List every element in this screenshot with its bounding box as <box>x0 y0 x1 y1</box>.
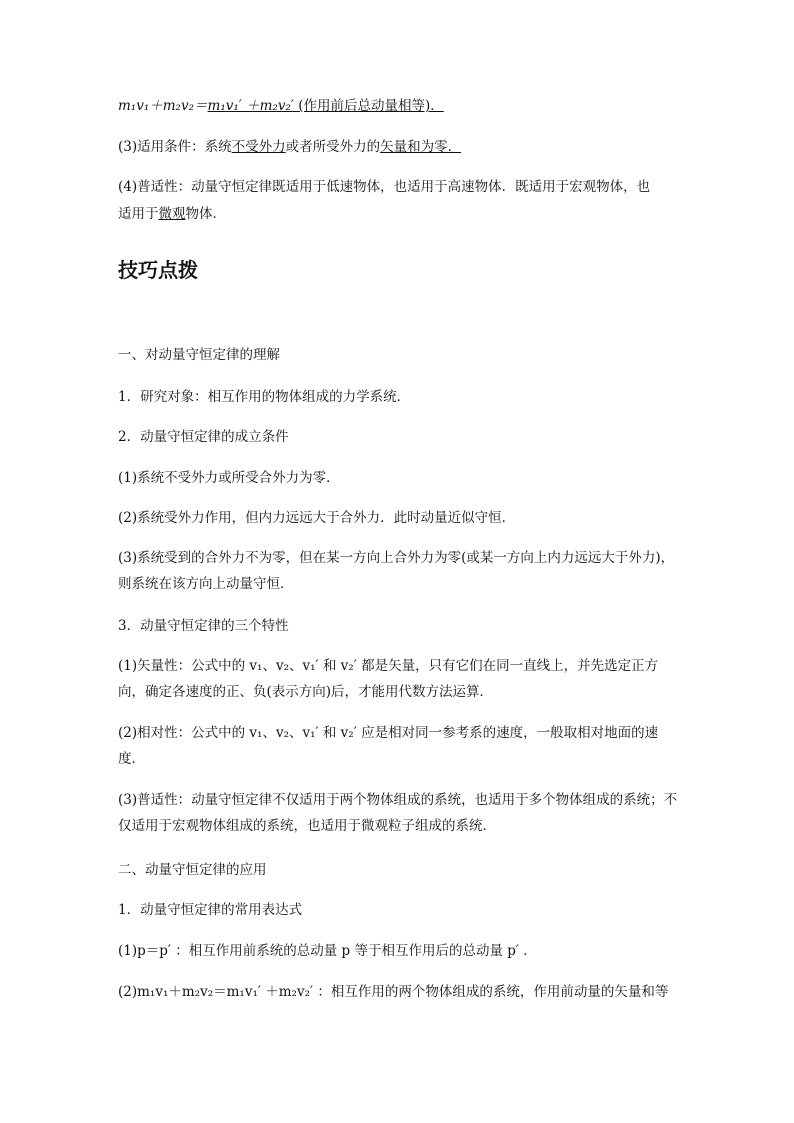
part2-title: 二、动量守恒定律的应用 <box>118 862 267 878</box>
applicable-condition <box>118 138 461 156</box>
part1-item-2c: (3)系统受到的合外力不为零，但在某一方向上合外力为零(或某一方向上内力远远大于外力)，则系统在该方向上动量守恒． <box>118 550 675 592</box>
condition-no-external-force: 不受外力 <box>231 139 286 155</box>
part2-item-1: 1．动量守恒定律的常用表达式 <box>118 902 303 918</box>
microscopic-term: 微观 <box>158 206 186 222</box>
part1-item-3a: (1)矢量性：公式中的 v₁、v₂、v₁′ 和 v₂′ 都是矢量，只有它们在同一直线上，并先选定正方向，确定各速度的正、负(表示方向)后，才能用代数方法运算． <box>118 658 659 700</box>
part1-item-2a: (1)系统不受外力或所受合外力为零． <box>118 470 340 486</box>
part2-item-1a: (1)p＝p′ ：相互作用前系统的总动量 p 等于相互作用后的总动量 p′ ． <box>118 943 537 959</box>
part1-item-2b: (2)系统受外力作用，但内力远远大于合外力．此时动量近似守恒． <box>118 510 516 526</box>
formula-lhs: m₁v₁＋m₂v₂＝ <box>118 98 208 114</box>
part2-item-1b: (2)m₁v₁＋m₂v₂＝m₁v₁′ ＋m₂v₂′ ：相互作用的两个物体组成的系统，作用前动量的矢量和等 <box>118 984 669 1000</box>
condition-mid: 或者所受外力的 <box>285 139 381 155</box>
condition-vector-sum-zero: 矢量和为零． <box>380 139 462 155</box>
part1-item-3c: (3)普适性：动量守恒定律不仅适用于两个物体组成的系统，也适用于多个物体组成的系统；不仅适用于宏观物体组成的系统，也适用于微观粒子组成的系统． <box>118 792 678 834</box>
part1-item-3: 3．动量守恒定律的三个特性 <box>118 618 289 634</box>
universality-line-1: (4)普适性：动量守恒定律既适用于低速物体，也适用于高速物体．既适用于宏观物体，也 <box>118 179 651 195</box>
section-heading: 技巧点拨 <box>118 258 198 282</box>
part1-title: 一、对动量守恒定律的理解 <box>118 347 280 363</box>
part1-item-3b: (2)相对性：公式中的 v₁、v₂、v₁′ 和 v₂′ 应是相对同一参考系的速度，一般取相对地面的速度． <box>118 725 659 767</box>
part1-item-1: 1．研究对象：相互作用的物体组成的力学系统． <box>118 389 411 405</box>
formula-rhs: m₁v₁′ ＋m₂v₂′ <box>207 98 299 114</box>
formula-note: (作用前后总动量相等)． <box>298 98 444 114</box>
universality-line-2: 适用于微观物体． <box>118 206 226 222</box>
condition-prefix: (3)适用条件：系统 <box>118 139 232 155</box>
momentum-formula-line <box>118 97 444 115</box>
part1-item-2: 2．动量守恒定律的成立条件 <box>118 429 289 445</box>
